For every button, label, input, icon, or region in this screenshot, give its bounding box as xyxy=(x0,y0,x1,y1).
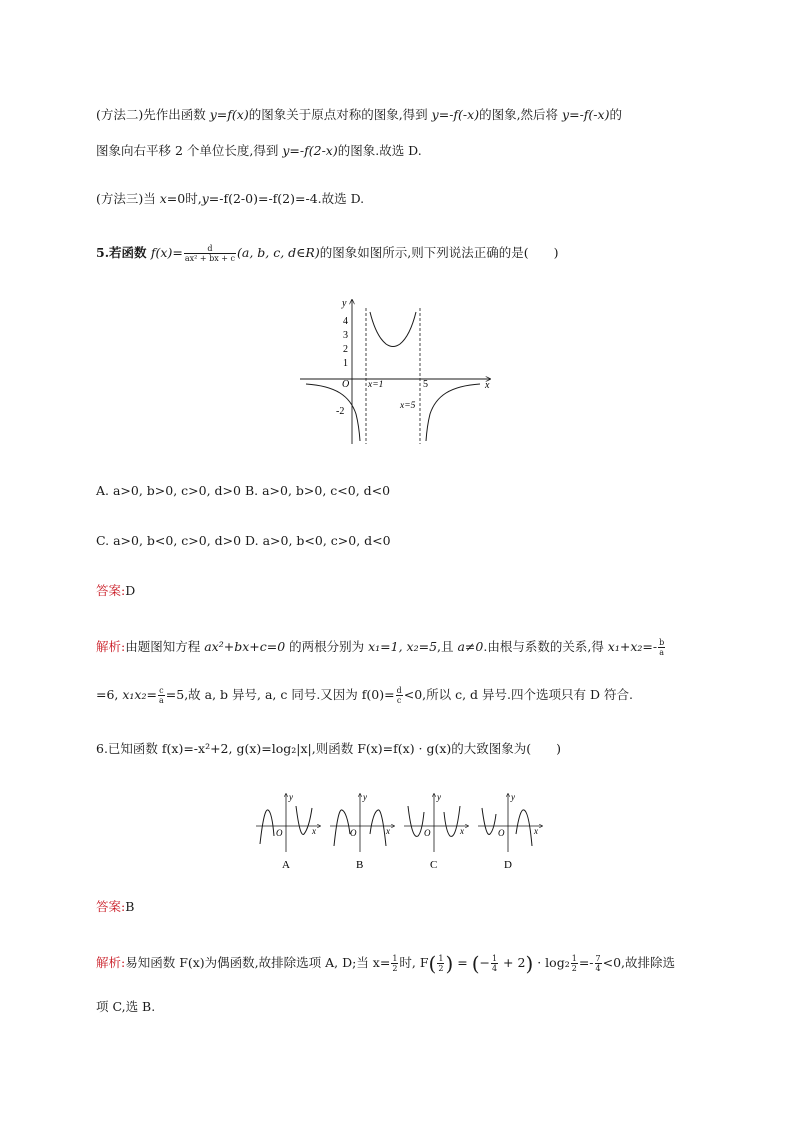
text-fragment: (方法三)当 xyxy=(96,191,160,206)
paren-open: ( xyxy=(428,951,437,976)
fraction-denominator: 4 xyxy=(595,964,601,973)
text-fragment: .由根与系数的关系,得 xyxy=(483,639,608,654)
fraction-denominator: 2 xyxy=(392,964,398,973)
q6-option-graphs xyxy=(254,788,544,872)
text-fragment: 易知函数 F(x)为偶函数,故排除选项 A, D;当 x= xyxy=(125,955,391,970)
question-number: 5.若函数 xyxy=(96,245,151,260)
q6-answer xyxy=(96,898,134,916)
method2-line2 xyxy=(96,142,422,160)
paren-close: ) xyxy=(525,951,534,976)
fraction xyxy=(491,954,498,973)
fraction-numerator: d xyxy=(396,686,402,695)
answer-label: 答案: xyxy=(96,583,126,598)
answer-label: 答案: xyxy=(96,899,126,914)
text-fragment: ,且 xyxy=(437,639,458,654)
text-fragment: <0,故排除选 xyxy=(602,955,676,970)
fraction-denominator: ax² + bx + c xyxy=(184,254,235,263)
answer-value: D xyxy=(125,583,136,598)
fraction-denominator: 2 xyxy=(571,964,577,973)
text-fragment: (方法二)先作出函数 xyxy=(96,107,210,122)
fraction xyxy=(658,638,665,657)
text-fragment: = xyxy=(453,955,472,970)
text-fragment: <0,所以 c, d 异号.四个选项只有 D 符合. xyxy=(403,687,633,702)
y-tick-3: 3 xyxy=(343,330,348,341)
text-fragment: 的图象.故选 D. xyxy=(337,143,422,158)
fraction-numerator: 1 xyxy=(392,954,398,963)
math-expr: y=f(x) xyxy=(209,107,249,122)
q6-analysis-line2: 项 C,选 B. xyxy=(96,999,156,1014)
math-expr: f(x)= xyxy=(150,245,183,260)
question-text: 6.已知函数 f(x)=-x²+2, g(x)=log₂|x|,则函数 F(x)=f(x) · g(x)的大致图象为( ) xyxy=(96,741,562,756)
origin-label: O xyxy=(350,828,357,838)
fraction-numerator: 1 xyxy=(491,954,498,963)
fraction-numerator: 1 xyxy=(438,954,444,963)
fraction xyxy=(437,954,444,973)
fraction xyxy=(391,954,398,973)
fraction xyxy=(158,686,165,705)
paren-close: ) xyxy=(445,951,454,976)
fraction-numerator: c xyxy=(159,686,164,695)
curve-middle-branch xyxy=(370,312,416,347)
x-tick-5: 5 xyxy=(423,379,428,390)
math-expr: x xyxy=(159,191,167,206)
text-fragment: 的两根分别为 xyxy=(285,639,369,654)
fraction-denominator: a xyxy=(158,696,164,705)
axis-y-label: y xyxy=(437,792,441,802)
fraction-numerator: 1 xyxy=(571,954,577,963)
analysis-label: 解析: xyxy=(96,955,126,970)
method3-line xyxy=(96,190,364,208)
text-fragment: 由题图知方程 xyxy=(125,639,205,654)
y-axis-label: y xyxy=(342,298,347,309)
asymptote-x5-label: x=5 xyxy=(400,401,416,411)
text-fragment: − xyxy=(479,955,490,970)
math-expr: y=-f(-x) xyxy=(562,107,610,122)
fraction xyxy=(396,686,403,705)
text-fragment: 的图象如图所示,则下列说法正确的是( ) xyxy=(319,245,559,260)
q5-options-cd: C. a>0, b<0, c>0, d>0 D. a>0, b<0, c>0, d<0 xyxy=(96,533,391,548)
q5-analysis-line2 xyxy=(96,686,633,705)
fraction-denominator: a xyxy=(659,648,665,657)
math-expr: ax²+bx+c=0 xyxy=(204,639,286,654)
math-expr: a≠0 xyxy=(457,639,484,654)
fraction-denominator: 4 xyxy=(491,964,498,973)
math-expr: x₁x₂= xyxy=(122,687,157,702)
fraction xyxy=(571,954,578,973)
method2-line1 xyxy=(96,106,622,124)
option-graph-b[interactable] xyxy=(330,792,394,871)
text-fragment: 的 xyxy=(609,107,622,122)
q5-answer xyxy=(96,582,135,600)
q6-stem xyxy=(96,740,561,758)
text-fragment: =0时, xyxy=(166,191,202,206)
option-label-b: B xyxy=(356,859,364,871)
origin-label: O xyxy=(276,828,283,838)
text-fragment: =5,故 a, b 异号, a, c 同号.又因为 f(0)= xyxy=(165,687,395,702)
option-graph-a[interactable] xyxy=(256,792,320,871)
math-expr: x₁+x₂=- xyxy=(607,639,658,654)
paren-open: ( xyxy=(471,951,480,976)
analysis-label: 解析: xyxy=(96,639,126,654)
answer-value: B xyxy=(125,899,135,914)
q5-options-ab: A. a>0, b>0, c>0, d>0 B. a>0, b>0, c<0, d<0 xyxy=(96,483,391,498)
option-graph-d[interactable] xyxy=(478,792,542,871)
text-fragment: 图象向右平移 2 个单位长度,得到 xyxy=(96,143,283,158)
asymptote-x1-label: x=1 xyxy=(368,380,384,390)
axis-x-label: x xyxy=(460,826,464,836)
origin-label: O xyxy=(498,828,505,838)
y-tick-4: 4 xyxy=(343,316,348,327)
fraction-numerator: b xyxy=(659,638,665,647)
x-axis-label: x xyxy=(485,380,490,391)
option-label-d: D xyxy=(504,859,512,871)
text-fragment: 的图象关于原点对称的图象,得到 xyxy=(248,107,432,122)
axis-x-label: x xyxy=(534,826,538,836)
fraction-numerator: d xyxy=(184,244,236,254)
text-fragment: 的图象,然后将 xyxy=(479,107,563,122)
axis-y-label: y xyxy=(289,792,293,802)
math-expr: y=-f(-x) xyxy=(431,107,480,122)
origin-label: O xyxy=(342,379,350,390)
text-fragment: =-f(2-0)=-f(2)=-4.故选 D. xyxy=(208,191,365,206)
q5-analysis-line1 xyxy=(96,638,666,657)
axis-y-label: y xyxy=(511,792,515,802)
option-label-c: C xyxy=(430,859,438,871)
fraction xyxy=(595,954,602,973)
q5-stem xyxy=(96,244,558,263)
q6-analysis-line1 xyxy=(96,951,676,976)
text-fragment: =6, xyxy=(96,687,123,702)
text-fragment: =- xyxy=(578,955,594,970)
curve-right-branch xyxy=(426,384,480,441)
axis-x-label: x xyxy=(312,826,316,836)
fraction-denominator: c xyxy=(396,696,402,705)
option-graph-c[interactable] xyxy=(404,792,468,871)
axis-x-label: x xyxy=(386,826,390,836)
fraction-numerator: 7 xyxy=(595,954,601,963)
math-expr: y=-f(2-x) xyxy=(282,143,338,158)
math-expr: x₁=1, x₂=5 xyxy=(368,639,438,654)
y-tick-neg2: -2 xyxy=(336,406,345,417)
fraction xyxy=(184,244,236,263)
y-tick-1: 1 xyxy=(343,358,348,369)
option-label-a: A xyxy=(282,859,290,871)
y-tick-2: 2 xyxy=(343,344,348,355)
text-fragment: 时, F xyxy=(399,955,429,970)
fraction-denominator: 2 xyxy=(438,964,444,973)
text-fragment: · log₂ xyxy=(533,955,570,970)
origin-label: O xyxy=(424,828,431,838)
math-expr: y xyxy=(201,191,209,206)
math-expr: (a, b, c, d∈R) xyxy=(237,245,320,260)
text-fragment: + 2 xyxy=(499,955,526,970)
axis-y-label: y xyxy=(363,792,367,802)
q5-function-graph xyxy=(296,296,496,446)
